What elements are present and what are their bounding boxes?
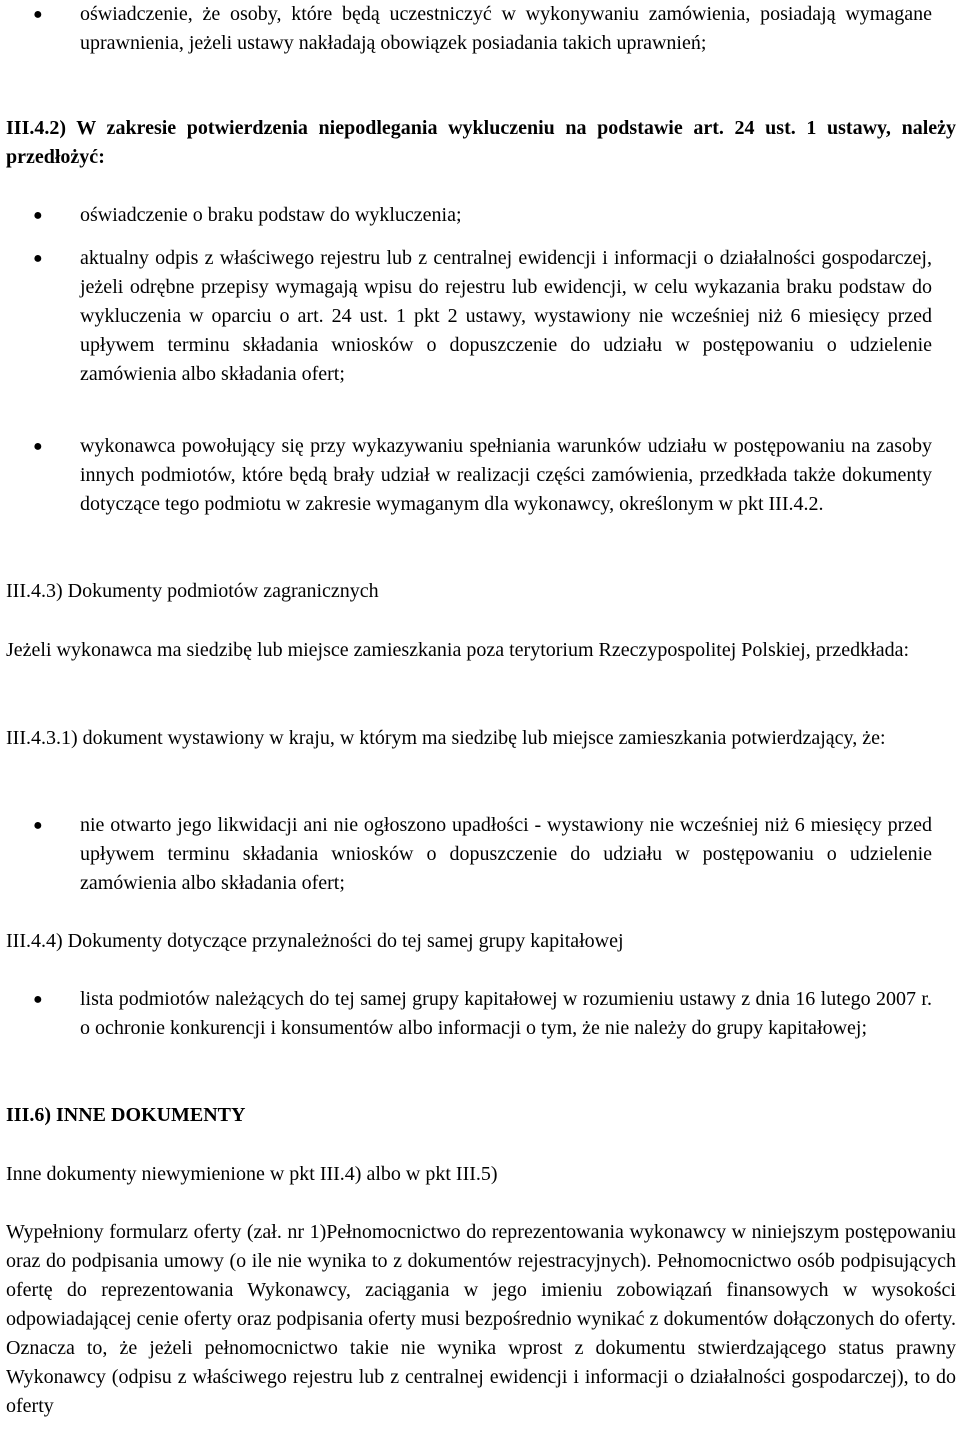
list-item	[33, 432, 932, 519]
list-item	[33, 201, 932, 230]
section-heading	[6, 1101, 956, 1130]
list-item-text: wykonawca powołujący się przy wykazywaniu spełniania warunków udziału w postępowaniu na zasoby innych podmiotów, które będą brały udział w realizacji części zamówienia, przedkłada także dokumenty dotyczące tego podmiotu w zakresie wymaganym dla wykonawcy, określonym w pkt III.4.2.	[80, 435, 932, 515]
bullet-icon: ●	[33, 6, 43, 23]
paragraph-text: Wypełniony formularz oferty (zał. nr 1)Pełnomocnictwo do reprezentowania wykonawcy w niniejszym postępowaniu oraz do podpisania umowy (o ile nie wynika to z dokumentów rejestracyjnych). Pełnomocnictwo osób podpisujących ofertę do reprezentowania Wykonawcy, zaciągania w jego imieniu zobowiązań finansowych w wysokości odpowiadającej cenie oferty oraz podpisania oferty musi bezpośrednio wynikać z dokumentów dołączonych do oferty. Oznacza to, że jeżeli pełnomocnictwo takie nie wynika wprost z dokumentu stwierdzającego status prawny Wykonawcy (odpisu z właściwego rejestru lub z centralnej ewidencji i informacji o działalności gospodarczej), to do oferty	[6, 1221, 956, 1417]
paragraph	[6, 636, 956, 665]
list-item-text: oświadczenie o braku podstaw do wykluczenia;	[80, 204, 462, 226]
section-heading-text: III.4.4) Dokumenty dotyczące przynależności do tej samej grupy kapitałowej	[6, 930, 624, 952]
section-heading	[6, 114, 956, 172]
paragraph-text: Inne dokumenty niewymienione w pkt III.4) albo w pkt III.5)	[6, 1163, 498, 1185]
bullet-icon: ●	[33, 207, 43, 224]
list-item	[33, 0, 932, 58]
section-heading	[6, 927, 956, 956]
bullet-icon: ●	[33, 438, 43, 455]
paragraph-text: Jeżeli wykonawca ma siedzibę lub miejsce zamieszkania poza terytorium Rzeczypospolitej Polskiej, przedkłada:	[6, 639, 910, 661]
list-item-text: lista podmiotów należących do tej samej grupy kapitałowej w rozumieniu ustawy z dnia 16 lutego 2007 r. o ochronie konkurencji i konsumentów albo informacji o tym, że nie należy do grupy kapitałowej;	[80, 988, 932, 1039]
paragraph-text: III.4.3.1) dokument wystawiony w kraju, w którym ma siedzibę lub miejsce zamieszkania potwierdzający, że:	[6, 727, 886, 749]
list-item-text: oświadczenie, że osoby, które będą uczestniczyć w wykonywaniu zamówienia, posiadają wymagane uprawnienia, jeżeli ustawy nakładają obowiązek posiadania takich uprawnień;	[80, 3, 932, 54]
section-heading-text: III.4.3) Dokumenty podmiotów zagranicznych	[6, 580, 379, 602]
list-item-text: aktualny odpis z właściwego rejestru lub z centralnej ewidencji i informacji o działalności gospodarczej, jeżeli odrębne przepisy wymagają wpisu do rejestru lub ewidencji, w celu wykazania braku podstaw do wykluczenia w oparciu o art. 24 ust. 1 pkt 2 ustawy, wystawiony nie wcześniej niż 6 miesięcy przed upływem terminu składania wniosków o dopuszczenie do udziału w postępowaniu o udzielenie zamówienia albo składania ofert;	[80, 247, 932, 385]
list-item	[33, 244, 932, 389]
list-item	[33, 811, 932, 898]
list-item-text: nie otwarto jego likwidacji ani nie ogłoszono upadłości - wystawiony nie wcześniej niż 6 miesięcy przed upływem terminu składania wniosków o dopuszczenie do udziału w postępowaniu o udzielenie zamówienia albo składania ofert;	[80, 814, 932, 894]
paragraph	[6, 1218, 956, 1421]
bullet-icon: ●	[33, 817, 43, 834]
section-heading	[6, 577, 956, 606]
bullet-icon: ●	[33, 250, 43, 267]
list-item	[33, 985, 932, 1043]
section-heading-text: III.6) INNE DOKUMENTY	[6, 1104, 246, 1126]
paragraph	[6, 724, 956, 753]
paragraph	[6, 1160, 956, 1189]
bullet-icon: ●	[33, 991, 43, 1008]
section-heading-text: III.4.2) W zakresie potwierdzenia niepodlegania wykluczeniu na podstawie art. 24 ust. 1 ustawy, należy przedłożyć:	[6, 117, 956, 168]
